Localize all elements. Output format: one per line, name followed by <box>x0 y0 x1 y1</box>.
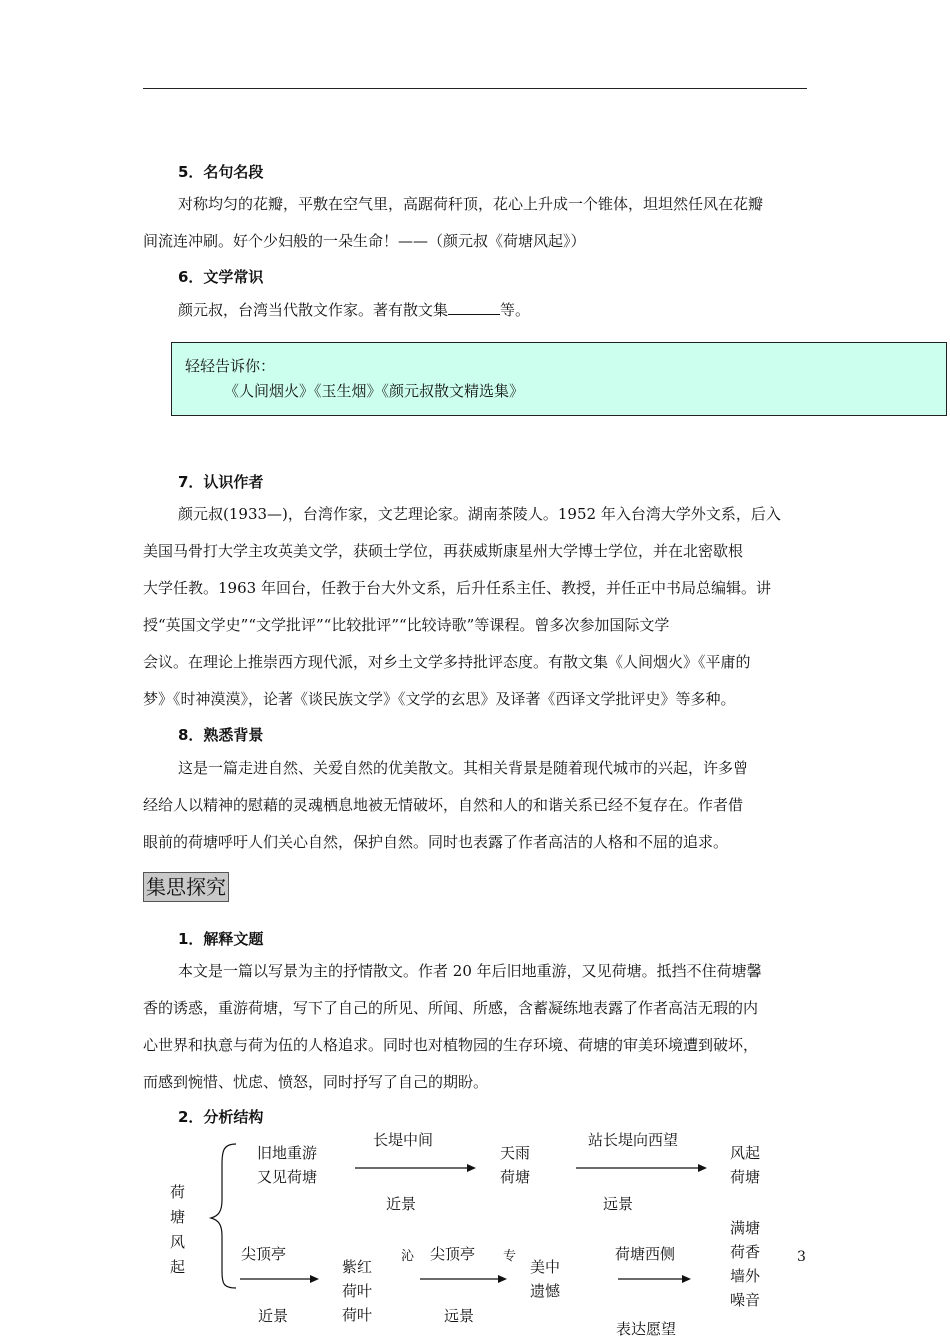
heading-analyze-structure: 2．分析结构 <box>178 1108 264 1126</box>
text-line: 而感到惋惜、忧虑、愤怒，同时抒写了自己的期盼。 <box>143 1073 489 1091</box>
text-line: 心世界和执意与荷为伍的人格追求。同时也对植物园的生存环境、荷塘的审美环境遭到破坏， <box>143 1036 759 1054</box>
arrow-label-top: 尖顶亭 <box>241 1245 287 1263</box>
heading-background: 8．熟悉背景 <box>178 726 264 744</box>
literary-knowledge-text <box>178 292 530 329</box>
text-line: 间流连冲刷。好个少妇般的一朵生命！——（颜元叔《荷塘风起》） <box>143 232 586 250</box>
text-line: 授“英国文学史”“文学批评”“比较批评”“比较诗歌”等课程。曾多次参加国际文学 <box>143 616 670 634</box>
heading-explain-title: 1．解释文题 <box>178 930 264 948</box>
text-fragment: 沁 <box>401 1249 415 1264</box>
text-line: 经给人以精神的慰藉的灵魂栖息地被无情破坏，自然和人的和谐关系已经不复存在。作者借 <box>143 796 744 814</box>
section-title-inquiry: 集思探究 <box>143 872 229 902</box>
tip-box <box>171 342 947 416</box>
text-line: 本文是一篇以写景为主的抒情散文。作者 20 年后旧地重游，又见荷塘。抵挡不住荷塘馨 <box>178 962 762 980</box>
arrow-label-bottom: 近景 <box>258 1307 289 1325</box>
node-fragrance-noise: 满塘 荷香 墙外 噪音 <box>730 1219 761 1309</box>
node-revisit: 旧地重游 又见荷塘 <box>257 1144 318 1186</box>
node-rainy-pond: 天雨 荷塘 <box>500 1144 531 1186</box>
arrow-right-icon <box>240 1273 320 1285</box>
arrow-label-top: 尖顶亭 <box>430 1245 476 1263</box>
text-line: 梦》《时神漠漠》，论著《谈民族文学》《文学的玄思》及译著《西译文学批评史》等多种。 <box>143 690 736 708</box>
arrow-label-top: 长堤中间 <box>373 1131 434 1149</box>
background-paragraph <box>143 750 807 861</box>
text-line: 美国马骨打大学主攻英美文学，获硕士学位，再获威斯康星州大学博士学位，并在北密歇根 <box>143 542 744 560</box>
arrow-right-icon <box>576 1162 708 1174</box>
tip-label: 轻轻告诉你： <box>185 357 276 375</box>
author-paragraph <box>143 496 807 718</box>
text-line: 对称均匀的花瓣，平敷在空气里，高踞荷秆顶，花心上升成一个锥体，坦坦然任风在花瓣 <box>178 195 764 213</box>
text-line: 这是一篇走进自然、关爱自然的优美散文。其相关背景是随着现代城市的兴起，许多曾 <box>178 759 749 777</box>
text-line: 香的诱惑，重游荷塘，写下了自己的所见、所闻、所感，含蓄凝练地表露了作者高洁无瑕的内 <box>143 999 759 1017</box>
text-line: 眼前的荷塘呼吁人们关心自然，保护自然。同时也表露了作者高洁的人格和不屈的追求。 <box>143 833 729 851</box>
famous-quote-paragraph <box>143 186 807 260</box>
arrow-label-bottom: 表达愿望 <box>616 1320 677 1338</box>
arrow-label-bottom: 远景 <box>444 1307 475 1325</box>
brace-icon <box>208 1140 240 1290</box>
heading-famous-quotes: 5．名句名段 <box>178 163 264 181</box>
node-purple-leaves: 紫红 荷叶 荷叶 <box>342 1258 373 1324</box>
arrow-right-icon <box>420 1273 508 1285</box>
text-line: 大学任教。1963 年回台，任教于台大外文系，后升任系主任、教授，并任正中书局总编辑。讲 <box>143 579 771 597</box>
heading-literary-knowledge: 6．文学常识 <box>178 268 264 286</box>
fill-blank <box>448 300 500 315</box>
text-after-blank: 等。 <box>500 301 531 319</box>
arrow-label-bottom: 近景 <box>386 1195 417 1213</box>
heading-know-author: 7．认识作者 <box>178 473 264 491</box>
arrow-right-icon <box>618 1273 692 1285</box>
arrow-label-top: 站长堤向西望 <box>588 1131 679 1149</box>
page-number: 3 <box>797 1249 806 1265</box>
node-regret: 美中 遗憾 <box>530 1258 561 1300</box>
text-line: 会议。在理论上推崇西方现代派，对乡土文学多持批评态度。有散文集《人间烟火》《平庸的 <box>143 653 751 671</box>
explain-title-paragraph <box>143 953 813 1101</box>
header-rule <box>143 88 807 89</box>
text-fragment: 专 <box>503 1249 517 1264</box>
arrow-label-top: 荷塘西侧 <box>615 1245 676 1263</box>
text-line: 颜元叔(1933—)，台湾作家，文艺理论家。湖南茶陵人。1952 年入台湾大学外文系，后入 <box>178 505 781 523</box>
node-wind-pond: 风起 荷塘 <box>730 1144 761 1186</box>
arrow-right-icon <box>355 1162 477 1174</box>
tip-content: 《人间烟火》《玉生烟》《颜元叔散文精选集》 <box>224 382 525 400</box>
text-before-blank: 颜元叔，台湾当代散文作家。著有散文集 <box>178 301 449 319</box>
arrow-label-bottom: 远景 <box>603 1195 634 1213</box>
diagram-root-label: 荷 塘 风 起 <box>170 1183 186 1276</box>
